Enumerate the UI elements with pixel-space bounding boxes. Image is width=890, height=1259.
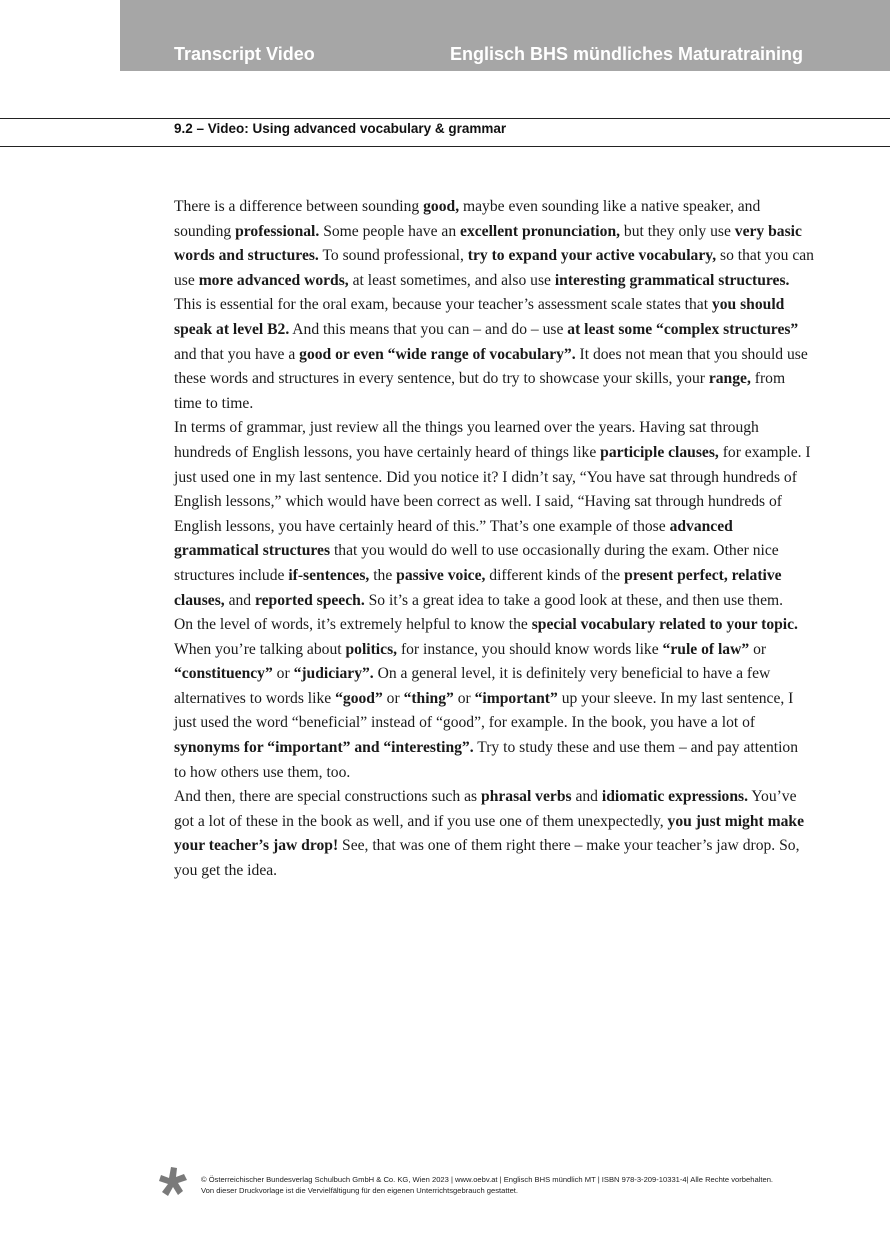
text-run: for example. I just used one in my last sentence. Did you notice it? I didn’t say, “You have sat through hundreds of English lessons,” which would have been correct as well. I said, “Having sat through hundreds of English lessons, you have certainly heard of this.” That’s one example of those — [174, 443, 811, 535]
text-run: but they only use — [620, 222, 735, 240]
text-run: See, that was one of them right there – make your teacher’s jaw drop. So, you get the idea. — [174, 837, 800, 880]
text-run: that you would do well to use occasionally during the exam. Other nice structures include — [174, 542, 779, 584]
text-run: and that you have a — [174, 345, 300, 363]
bold-phrase: politics, — [345, 640, 398, 658]
bold-phrase: participle clauses, — [600, 443, 719, 461]
text-run: or — [749, 640, 767, 658]
footer-copyright — [201, 1174, 841, 1196]
text-run: On the level of words, it’s extremely helpful to know the — [174, 616, 532, 634]
text-run: maybe even sounding like a native speaker, and sounding — [174, 198, 761, 240]
text-run: And this means that you can – and do – use — [289, 320, 568, 338]
text-run: It does not mean that you should use these words and structures in every sentence, but do try to showcase your skills, your — [174, 345, 808, 388]
transcript-paragraph — [174, 785, 814, 883]
bold-phrase: “judiciary”. — [293, 665, 374, 683]
bold-phrase: “constituency” — [174, 665, 273, 683]
text-run: This is essential for the oral exam, because your teacher’s assessment scale states that — [174, 296, 712, 314]
transcript-paragraph — [174, 416, 814, 613]
text-run: On a general level, it is definitely very beneficial to have a few alternatives to words like — [174, 665, 771, 707]
bold-phrase: excellent pronunciation, — [460, 222, 621, 240]
text-run: Some people have an — [319, 222, 461, 240]
transcript-paragraph — [174, 613, 814, 785]
text-run: at least sometimes, and also use — [348, 271, 555, 289]
title-rule-top — [0, 118, 890, 119]
bold-phrase: passive voice, — [396, 566, 486, 584]
bold-phrase: good, — [423, 198, 460, 215]
section-title: 9.2 – Video: Using advanced vocabulary & grammar — [174, 121, 507, 136]
bold-phrase: range, — [708, 370, 751, 388]
text-run: for instance, you should know words like — [397, 640, 663, 658]
bold-phrase: synonyms for “important” and “interesting”. — [174, 739, 474, 757]
bold-phrase: very basic words and structures. — [174, 222, 802, 265]
title-rule-bottom — [0, 146, 890, 147]
header-left-title: Transcript Video — [174, 44, 315, 64]
bold-phrase: present perfect, relative clauses, — [174, 566, 782, 609]
text-run: different kinds of the — [485, 566, 625, 584]
text-run: up your sleeve. In my last sentence, I just used the word “beneficial” instead of “good”, for example. In the book, you have a lot of — [174, 689, 794, 732]
oebv-logo-icon — [156, 1165, 190, 1199]
text-run: and — [571, 788, 602, 806]
bold-phrase: “good” — [335, 689, 383, 707]
text-run: from time to time. — [174, 370, 786, 412]
bold-phrase: try to expand your active vocabulary, — [467, 247, 717, 265]
transcript-body — [174, 195, 814, 884]
bold-phrase: professional. — [235, 222, 320, 240]
bold-phrase: good or even “wide range of vocabulary”. — [299, 345, 576, 363]
text-run: and — [224, 591, 255, 609]
text-run: or — [382, 689, 404, 707]
bold-phrase: “important” — [474, 689, 558, 707]
bold-phrase: “rule of law” — [662, 640, 750, 658]
text-run: To sound professional, — [318, 247, 468, 265]
bold-phrase: idiomatic expressions. — [601, 788, 748, 806]
bold-phrase: if-sentences, — [288, 566, 370, 584]
text-run: or — [272, 665, 294, 683]
text-run: And then, there are special constructions such as — [174, 788, 482, 806]
bold-phrase: interesting grammatical structures. — [554, 271, 790, 289]
bold-phrase: more advanced words, — [198, 271, 349, 289]
bold-phrase: “thing” — [403, 689, 454, 707]
text-run: Try to study these and use them – and pay attention to how others use them, too. — [174, 739, 799, 781]
text-run: There is a difference between sounding — [174, 198, 424, 215]
text-run: When you’re talking about — [174, 640, 346, 658]
header-band — [120, 0, 890, 71]
bold-phrase: reported speech. — [255, 591, 365, 609]
header-right-title: Englisch BHS mündliches Maturatraining — [450, 44, 804, 64]
bold-phrase: special vocabulary related to your topic. — [531, 616, 798, 634]
text-run: the — [369, 566, 397, 584]
footer-line-1: © Österreichischer Bundesverlag Schulbuch GmbH & Co. KG, Wien 2023 | www.oebv.at | Englisch BHS mündlich MT | ISBN 978-3-209-10331-4| Alle Rechte vorbehalten. — [201, 1175, 774, 1184]
text-run: or — [453, 689, 475, 707]
text-run: In terms of grammar, just review all the things you learned over the years. Having sat through hundreds of English lessons, you have certainly heard of things like — [174, 419, 759, 461]
text-run: So it’s a great idea to take a good look at these, and then use them. — [364, 591, 784, 609]
bold-phrase: advanced grammatical structures — [174, 517, 733, 560]
transcript-paragraph — [174, 195, 814, 416]
text-run: You’ve got a lot of these in the book as well, and if you use one of them unexpectedly, — [174, 788, 797, 830]
bold-phrase: you just might make your teacher’s jaw drop! — [174, 812, 804, 855]
bold-phrase: at least some “complex structures” — [567, 320, 799, 338]
bold-phrase: you should speak at level B2. — [174, 296, 785, 338]
bold-phrase: phrasal verbs — [481, 788, 572, 806]
footer-line-2: Von dieser Druckvorlage ist die Vervielfältigung für den eigenen Unterrichtsgebrauch gestattet. — [201, 1186, 519, 1195]
text-run: so that you can use — [174, 247, 814, 289]
